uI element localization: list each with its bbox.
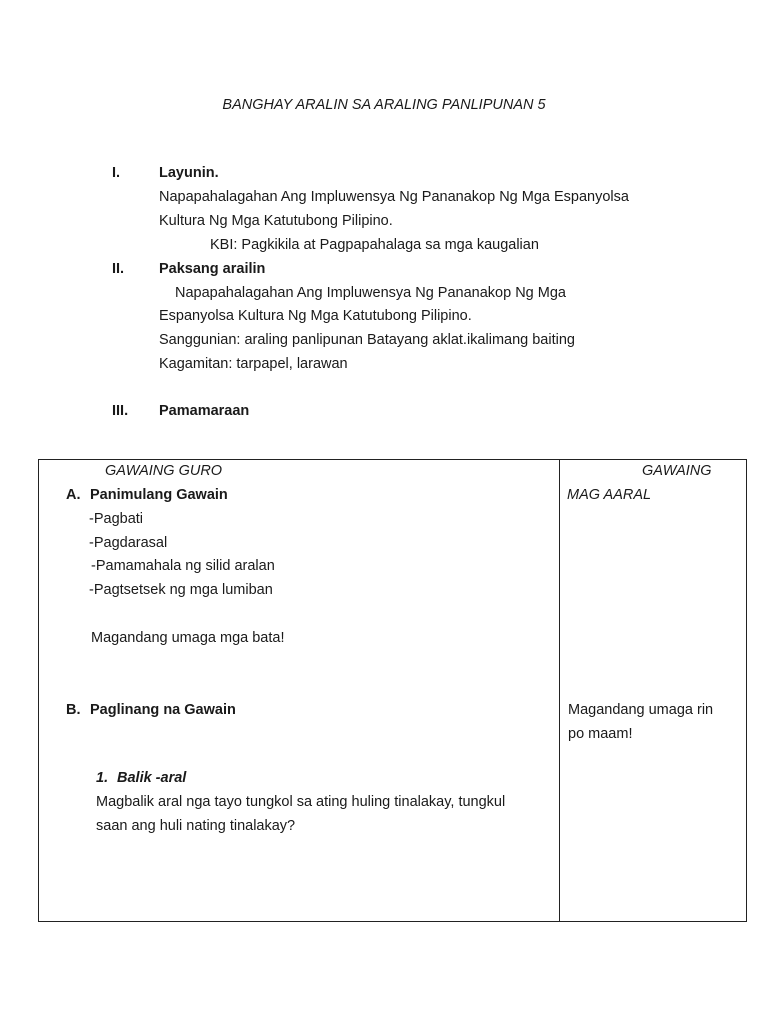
lesson-table (38, 459, 747, 922)
section-a-heading: Panimulang Gawain (90, 487, 228, 503)
teacher-greeting: Magandang umaga mga bata! (91, 630, 285, 646)
balik-aral-text-line-2: saan ang huli nating tinalakay? (96, 818, 296, 834)
section-3-heading: Pamamaraan (159, 403, 250, 419)
activity-item: -Pagbati (89, 511, 144, 527)
section-2-heading: Paksang arailin (159, 261, 266, 277)
section-3-numeral: III. (112, 403, 129, 419)
section-1-kbi: KBI: Pagkikila at Pagpapahalaga sa mga kaugalian (210, 237, 539, 253)
student-reply-line-2: po maam! (568, 726, 633, 742)
section-2-text-line-2: Espanyolsa Kultura Ng Mga Katutubong Pilipino. (159, 308, 472, 324)
section-b-heading: Paglinang na Gawain (90, 702, 236, 718)
section-a-letter: A. (66, 487, 81, 503)
section-1-text-line-1: Napapahalagahan Ang Impluwensya Ng Pananakop Ng Mga Espanyolsa (159, 189, 629, 205)
section-1-text-line-2: Kultura Ng Mga Katutubong Pilipino. (159, 213, 393, 229)
balik-aral-heading: Balik -aral (117, 770, 187, 786)
balik-aral-text-line-1: Magbalik aral nga tayo tungkol sa ating huling tinalakay, tungkul (96, 794, 506, 810)
student-reply-line-1: Magandang umaga rin (568, 702, 714, 718)
section-b-letter: B. (66, 702, 81, 718)
activity-item: -Pagtsetsek ng mga lumiban (89, 582, 273, 598)
section-2-numeral: II. (112, 261, 125, 277)
activity-item: -Pamamahala ng silid aralan (91, 558, 275, 574)
section-2-text-line-1: Napapahalagahan Ang Impluwensya Ng Pananakop Ng Mga (175, 285, 566, 301)
section-1-numeral: I. (112, 165, 121, 181)
aaral-column-header-line-2: MAG AARAL (567, 487, 652, 503)
balik-aral-number: 1. (96, 770, 109, 786)
column-divider (559, 460, 560, 921)
section-2-kagamitan: Kagamitan: tarpapel, larawan (159, 356, 348, 372)
section-1-heading: Layunin. (159, 165, 219, 181)
guro-column-header: GAWAING GURO (105, 463, 223, 479)
activity-item: -Pagdarasal (89, 535, 168, 551)
aaral-column-header-line-1: GAWAING (642, 463, 712, 479)
section-2-sanggunian: Sanggunian: araling panlipunan Batayang aklat.ikalimang baiting (159, 332, 575, 348)
page-title: BANGHAY ARALIN SA ARALING PANLIPUNAN 5 (222, 97, 546, 113)
